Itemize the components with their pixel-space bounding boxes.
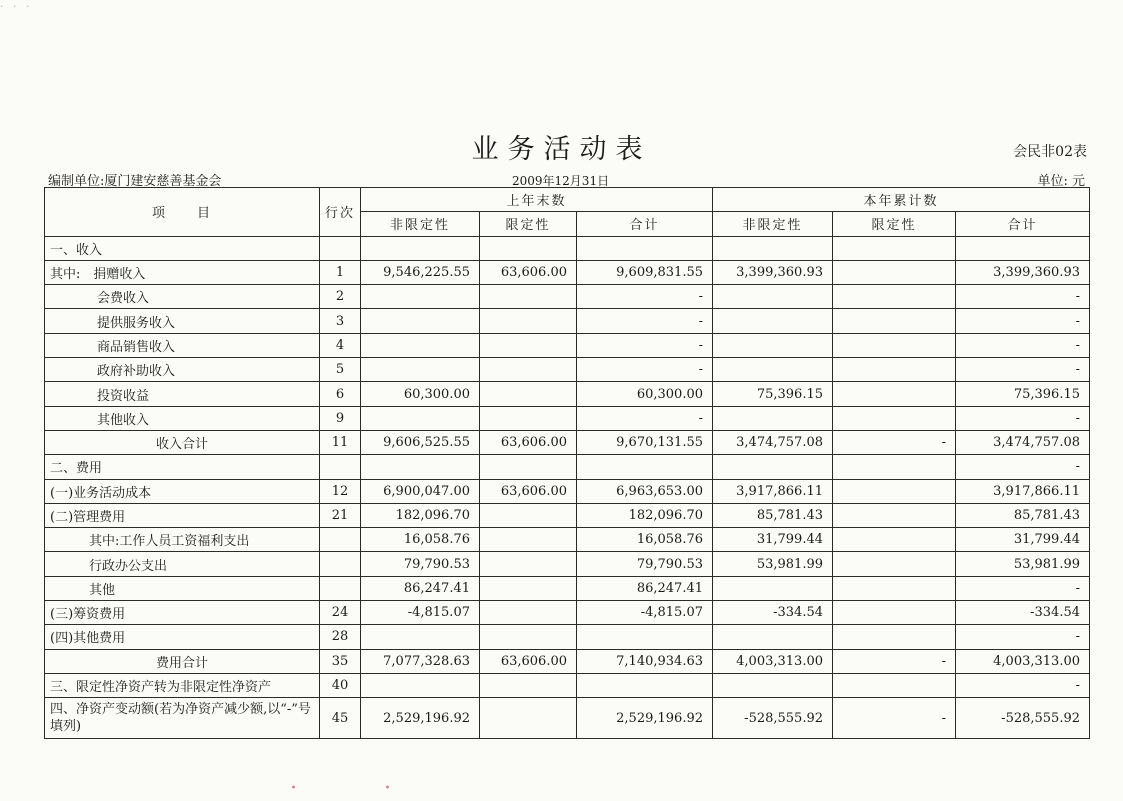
table-row: [45, 552, 1090, 576]
prior-total-cell: 79,790.53: [577, 552, 713, 576]
preparing-organization: 编制单位:厦门建安慈善基金会: [48, 174, 222, 189]
table-row: [45, 528, 1090, 552]
prior-restricted-cell: [480, 698, 577, 739]
row-number: 6: [320, 382, 361, 406]
row-number: [320, 576, 361, 600]
prior-unrestricted-cell: -4,815.07: [361, 601, 480, 625]
current-total-cell: 75,396.15: [956, 382, 1090, 406]
current-restricted-cell: [833, 576, 956, 600]
prior-total-cell: [577, 455, 713, 479]
row-number: 21: [320, 503, 361, 527]
currency-unit: 单位: 元: [1037, 174, 1085, 189]
current-restricted-cell: [833, 601, 956, 625]
current-restricted-cell: [833, 285, 956, 309]
prior-total-cell: [577, 673, 713, 697]
row-number: 9: [320, 406, 361, 430]
prior-total-cell: 182,096.70: [577, 503, 713, 527]
table-row: [45, 698, 1090, 739]
prior-total-cell: -: [577, 358, 713, 382]
prior-unrestricted-cell: [361, 285, 480, 309]
current-restricted-cell: -: [833, 649, 956, 673]
prior-total-cell: 7,140,934.63: [577, 649, 713, 673]
row-number: [320, 236, 361, 260]
current-total-cell: -: [956, 576, 1090, 600]
prior-unrestricted-cell: [361, 406, 480, 430]
current-unrestricted-cell: [713, 673, 833, 697]
current-unrestricted-cell: [713, 285, 833, 309]
row-label: 二、费用: [45, 455, 320, 479]
prior-unrestricted-cell: 60,300.00: [361, 382, 480, 406]
row-label: 四、净资产变动额(若为净资产减少额,以“-”号填列): [45, 698, 320, 739]
current-restricted-cell: [833, 552, 956, 576]
prior-unrestricted-cell: [361, 236, 480, 260]
current-unrestricted-cell: [713, 576, 833, 600]
current-year-header: 本年累计数: [713, 188, 1090, 212]
prior-unrestricted-cell: [361, 309, 480, 333]
row-label: (四)其他费用: [45, 625, 320, 649]
table-row: [45, 503, 1090, 527]
prior-restricted-cell: [480, 236, 577, 260]
report-date: 2009年12月31日: [512, 174, 610, 188]
prior-unrestricted-cell: [361, 455, 480, 479]
prior-restricted-cell: [480, 503, 577, 527]
prior-restricted-cell: [480, 673, 577, 697]
row-label: 会费收入: [45, 285, 320, 309]
prior-total-cell: 16,058.76: [577, 528, 713, 552]
row-label: 收入合计: [45, 430, 320, 454]
prior-total-cell: 60,300.00: [577, 382, 713, 406]
row-number: 24: [320, 601, 361, 625]
table-row: [45, 406, 1090, 430]
current-total-header: 合计: [956, 212, 1090, 236]
prior-restricted-cell: [480, 576, 577, 600]
prior-total-cell: -4,815.07: [577, 601, 713, 625]
table-row: [45, 285, 1090, 309]
current-unrestricted-header: 非限定性: [713, 212, 833, 236]
prior-total-cell: -: [577, 285, 713, 309]
current-total-cell: 3,399,360.93: [956, 260, 1090, 284]
current-restricted-header: 限定性: [833, 212, 956, 236]
row-number: 2: [320, 285, 361, 309]
current-restricted-cell: [833, 382, 956, 406]
prior-restricted-cell: [480, 528, 577, 552]
current-total-cell: -: [956, 333, 1090, 357]
prior-unrestricted-cell: 2,529,196.92: [361, 698, 480, 739]
prior-total-cell: 86,247.41: [577, 576, 713, 600]
prior-restricted-cell: 63,606.00: [480, 430, 577, 454]
current-total-cell: 3,474,757.08: [956, 430, 1090, 454]
row-number: 28: [320, 625, 361, 649]
prior-total-cell: -: [577, 333, 713, 357]
row-number: 1: [320, 260, 361, 284]
page-title: 业务活动表: [471, 134, 652, 165]
current-total-cell: -: [956, 309, 1090, 333]
prior-restricted-cell: [480, 601, 577, 625]
row-number: 11: [320, 430, 361, 454]
current-unrestricted-cell: [713, 406, 833, 430]
current-total-cell: -: [956, 625, 1090, 649]
prior-unrestricted-cell: 86,247.41: [361, 576, 480, 600]
current-unrestricted-cell: [713, 625, 833, 649]
row-number: 45: [320, 698, 361, 739]
current-unrestricted-cell: 4,003,313.00: [713, 649, 833, 673]
current-unrestricted-cell: 3,399,360.93: [713, 260, 833, 284]
prior-unrestricted-cell: 6,900,047.00: [361, 479, 480, 503]
current-restricted-cell: [833, 528, 956, 552]
prior-total-cell: 2,529,196.92: [577, 698, 713, 739]
row-label: 其中: 捐赠收入: [45, 260, 320, 284]
current-total-cell: -: [956, 673, 1090, 697]
current-unrestricted-cell: [713, 236, 833, 260]
current-unrestricted-cell: [713, 309, 833, 333]
current-unrestricted-cell: 53,981.99: [713, 552, 833, 576]
prior-unrestricted-header: 非限定性: [361, 212, 480, 236]
prior-restricted-cell: [480, 358, 577, 382]
current-restricted-cell: [833, 455, 956, 479]
row-number: [320, 552, 361, 576]
table-row: [45, 382, 1090, 406]
prior-total-cell: 9,609,831.55: [577, 260, 713, 284]
table-row: [45, 333, 1090, 357]
table-row: [45, 479, 1090, 503]
table-row: [45, 358, 1090, 382]
prior-unrestricted-cell: 7,077,328.63: [361, 649, 480, 673]
current-restricted-cell: [833, 673, 956, 697]
row-number: [320, 455, 361, 479]
current-total-cell: 4,003,313.00: [956, 649, 1090, 673]
prior-unrestricted-cell: [361, 333, 480, 357]
prior-unrestricted-cell: [361, 358, 480, 382]
row-label: (二)管理费用: [45, 503, 320, 527]
current-restricted-cell: [833, 260, 956, 284]
table-row: [45, 455, 1090, 479]
prior-unrestricted-cell: 9,546,225.55: [361, 260, 480, 284]
table-body: [45, 236, 1090, 739]
current-restricted-cell: -: [833, 698, 956, 739]
current-restricted-cell: [833, 479, 956, 503]
current-total-cell: -: [956, 455, 1090, 479]
prior-restricted-cell: 63,606.00: [480, 479, 577, 503]
current-unrestricted-cell: -334.54: [713, 601, 833, 625]
prior-total-cell: -: [577, 406, 713, 430]
current-restricted-cell: [833, 309, 956, 333]
prior-restricted-cell: 63,606.00: [480, 649, 577, 673]
row-number: 4: [320, 333, 361, 357]
current-restricted-cell: [833, 358, 956, 382]
prior-restricted-cell: [480, 382, 577, 406]
prior-restricted-cell: [480, 552, 577, 576]
current-unrestricted-cell: -528,555.92: [713, 698, 833, 739]
current-unrestricted-cell: 75,396.15: [713, 382, 833, 406]
current-total-cell: 53,981.99: [956, 552, 1090, 576]
current-restricted-cell: -: [833, 430, 956, 454]
prior-restricted-cell: 63,606.00: [480, 260, 577, 284]
current-restricted-cell: [833, 503, 956, 527]
row-number: 35: [320, 649, 361, 673]
prior-total-cell: 9,670,131.55: [577, 430, 713, 454]
prior-total-header: 合计: [577, 212, 713, 236]
prior-total-cell: [577, 236, 713, 260]
row-number-header: 行次: [320, 188, 361, 237]
current-restricted-cell: [833, 406, 956, 430]
current-unrestricted-cell: 85,781.43: [713, 503, 833, 527]
activity-statement-table: [44, 187, 1090, 739]
current-total-cell: -: [956, 358, 1090, 382]
table-row: [45, 430, 1090, 454]
row-label: (三)筹资费用: [45, 601, 320, 625]
prior-unrestricted-cell: 79,790.53: [361, 552, 480, 576]
item-header: 项 目: [45, 188, 320, 237]
current-total-cell: 3,917,866.11: [956, 479, 1090, 503]
current-unrestricted-cell: [713, 455, 833, 479]
scan-artifact: · · ·: [0, 0, 33, 13]
current-unrestricted-cell: 3,917,866.11: [713, 479, 833, 503]
prior-restricted-cell: [480, 285, 577, 309]
current-total-cell: -: [956, 285, 1090, 309]
form-number: 会民非02表: [1013, 144, 1087, 160]
row-label: 费用合计: [45, 649, 320, 673]
row-number: 40: [320, 673, 361, 697]
row-label: 商品销售收入: [45, 333, 320, 357]
prior-restricted-cell: [480, 455, 577, 479]
row-label: (一)业务活动成本: [45, 479, 320, 503]
current-total-cell: 31,799.44: [956, 528, 1090, 552]
row-number: 12: [320, 479, 361, 503]
prior-unrestricted-cell: [361, 625, 480, 649]
prior-total-cell: 6,963,653.00: [577, 479, 713, 503]
current-unrestricted-cell: 3,474,757.08: [713, 430, 833, 454]
table-row: [45, 309, 1090, 333]
row-label: 其他收入: [45, 406, 320, 430]
current-restricted-cell: [833, 625, 956, 649]
current-unrestricted-cell: [713, 358, 833, 382]
table-row: [45, 649, 1090, 673]
prior-restricted-cell: [480, 309, 577, 333]
prior-total-cell: [577, 625, 713, 649]
prior-year-header: 上年末数: [361, 188, 713, 212]
prior-unrestricted-cell: [361, 673, 480, 697]
row-label: 政府补助收入: [45, 358, 320, 382]
row-label: 提供服务收入: [45, 309, 320, 333]
prior-restricted-cell: [480, 333, 577, 357]
table-row: [45, 576, 1090, 600]
current-total-cell: 85,781.43: [956, 503, 1090, 527]
prior-unrestricted-cell: 182,096.70: [361, 503, 480, 527]
table-row: [45, 260, 1090, 284]
table-row: [45, 236, 1090, 260]
table-row: [45, 673, 1090, 697]
row-label: 其中:工作人员工资福利支出: [45, 528, 320, 552]
table-row: [45, 625, 1090, 649]
row-label: 投资收益: [45, 382, 320, 406]
current-restricted-cell: [833, 236, 956, 260]
row-number: 3: [320, 309, 361, 333]
prior-unrestricted-cell: 9,606,525.55: [361, 430, 480, 454]
row-number: 5: [320, 358, 361, 382]
current-total-cell: -: [956, 406, 1090, 430]
row-number: [320, 528, 361, 552]
table-row: [45, 601, 1090, 625]
prior-restricted-cell: [480, 625, 577, 649]
row-label: 三、限定性净资产转为非限定性净资产: [45, 673, 320, 697]
current-unrestricted-cell: 31,799.44: [713, 528, 833, 552]
current-restricted-cell: [833, 333, 956, 357]
row-label: 行政办公支出: [45, 552, 320, 576]
prior-unrestricted-cell: 16,058.76: [361, 528, 480, 552]
current-total-cell: -334.54: [956, 601, 1090, 625]
current-total-cell: [956, 236, 1090, 260]
row-label: 其他: [45, 576, 320, 600]
current-unrestricted-cell: [713, 333, 833, 357]
red-stamp-fragment: · ·: [290, 776, 431, 801]
prior-total-cell: -: [577, 309, 713, 333]
prior-restricted-cell: [480, 406, 577, 430]
prior-restricted-header: 限定性: [480, 212, 577, 236]
row-label: 一、收入: [45, 236, 320, 260]
current-total-cell: -528,555.92: [956, 698, 1090, 739]
